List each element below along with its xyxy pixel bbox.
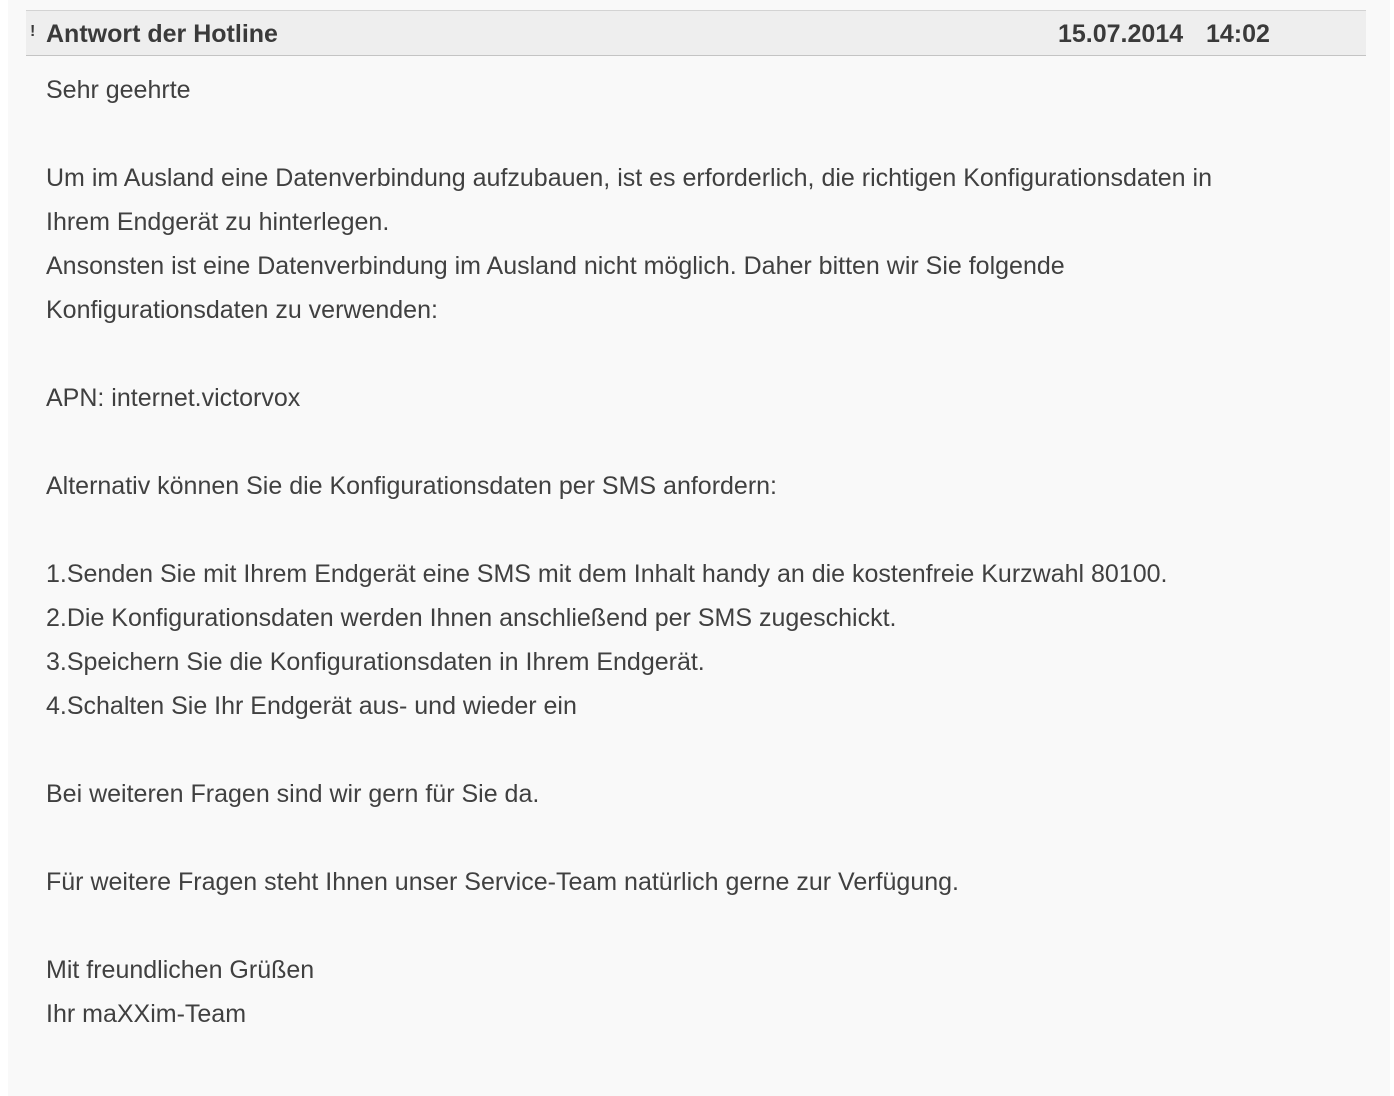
further-questions-text: Bei weiteren Fragen sind wir gern für Sie da. — [46, 780, 540, 808]
blank-line — [46, 728, 1346, 772]
message-title: Antwort der Hotline — [46, 20, 278, 48]
message-header[interactable] — [26, 10, 1366, 56]
paragraph-line: Ihrem Endgerät zu hinterlegen. — [46, 208, 390, 236]
salutation: Sehr geehrte — [46, 76, 191, 104]
message-date: 15.07.2014 — [1058, 20, 1184, 48]
message-body — [46, 68, 1346, 1036]
paragraph-line: Ansonsten ist eine Datenverbindung im Ausland nicht möglich. Daher bitten wir Sie folgende — [46, 252, 1065, 280]
step-item: 4.Schalten Sie Ihr Endgerät aus- und wieder ein — [46, 692, 577, 720]
priority-mark-icon: ! — [30, 23, 36, 40]
step-item: 2.Die Konfigurationsdaten werden Ihnen anschließend per SMS zugeschickt. — [46, 604, 897, 632]
alternative-text: Alternativ können Sie die Konfigurationsdaten per SMS anfordern: — [46, 472, 778, 500]
paragraph-line: Konfigurationsdaten zu verwenden: — [46, 296, 438, 324]
blank-line — [46, 420, 1346, 464]
signature-text: Ihr maXXim-Team — [46, 1000, 247, 1028]
paragraph-line: Um im Ausland eine Datenverbindung aufzubauen, ist es erforderlich, die richtigen Konfigurationsdaten in — [46, 164, 1212, 192]
closing-text: Mit freundlichen Grüßen — [46, 956, 315, 984]
further-questions-text: Für weitere Fragen steht Ihnen unser Service-Team natürlich gerne zur Verfügung. — [46, 868, 959, 896]
step-item: 3.Speichern Sie die Konfigurationsdaten in Ihrem Endgerät. — [46, 648, 705, 676]
blank-line — [46, 112, 1346, 156]
apn-setting: APN: internet.victorvox — [46, 384, 301, 412]
blank-line — [46, 904, 1346, 948]
blank-line — [46, 332, 1346, 376]
blank-line — [46, 816, 1346, 860]
blank-line — [46, 508, 1346, 552]
step-item: 1.Senden Sie mit Ihrem Endgerät eine SMS mit dem Inhalt handy an die kostenfreie Kurzwahl 80100. — [46, 560, 1168, 588]
message-time: 14:02 — [1206, 20, 1270, 48]
